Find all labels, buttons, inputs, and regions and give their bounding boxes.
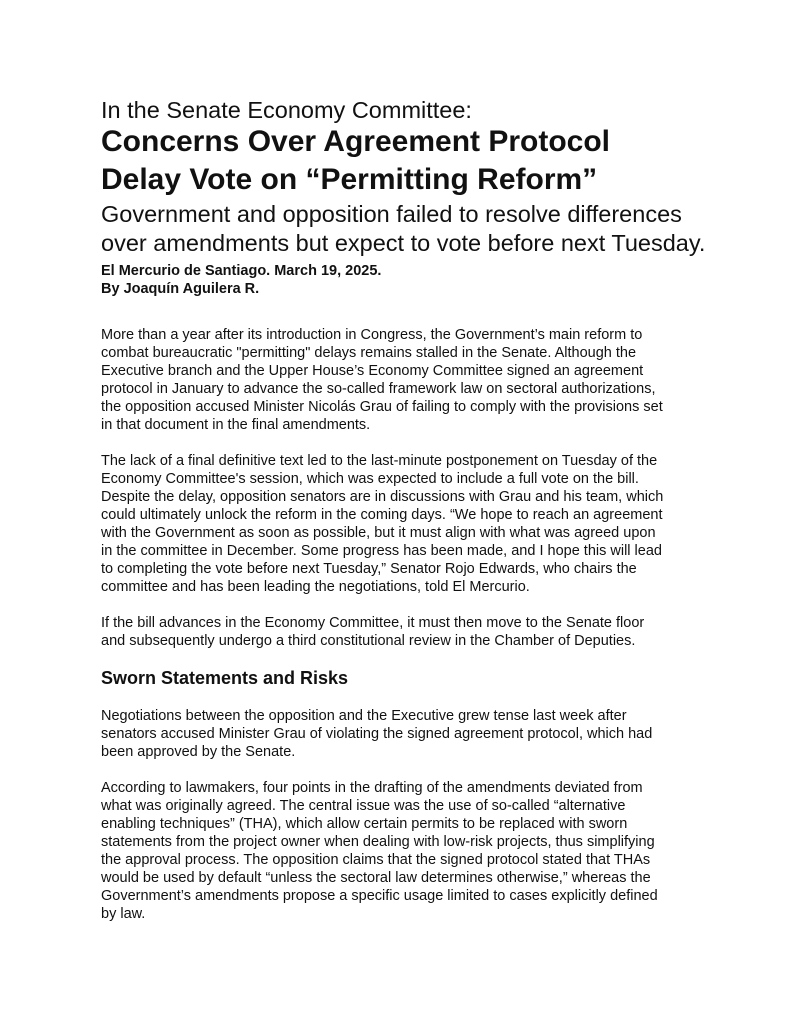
paragraph-line: combat bureaucratic "permitting" delays remains stalled in the Senate. Although the <box>101 345 637 361</box>
paragraph-line: If the bill advances in the Economy Committee, it must then move to the Senate floor <box>101 615 645 631</box>
source-date: El Mercurio de Santiago. March 19, 2025. <box>101 263 382 279</box>
article-headline <box>101 123 610 199</box>
paragraph-line: been approved by the Senate. <box>101 744 296 760</box>
headline-line: Delay Vote on “Permitting Reform” <box>101 163 598 196</box>
paragraph-line: Despite the delay, opposition senators are in discussions with Grau and his team, which <box>101 489 664 505</box>
paragraph <box>101 452 663 596</box>
paragraph-line: committee and has been leading the negotiations, told El Mercurio. <box>101 579 530 595</box>
paragraph-line: what was originally agreed. The central issue was the use of so-called “alternative <box>101 798 626 814</box>
paragraph-line: The lack of a final definitive text led to the last-minute postponement on Tuesday of the <box>101 453 658 469</box>
paragraph <box>101 707 652 761</box>
paragraph-line: in that document in the final amendments. <box>101 417 371 433</box>
paragraph-line: the approval process. The opposition claims that the signed protocol stated that THAs <box>101 852 651 868</box>
paragraph-line: Economy Committee's session, which was expected to include a full vote on the bill. <box>101 471 639 487</box>
paragraph <box>101 326 663 434</box>
paragraph-line: by law. <box>101 906 146 922</box>
article-kicker: In the Senate Economy Committee: <box>101 97 472 123</box>
deck-line: over amendments but expect to vote before next Tuesday. <box>101 230 706 256</box>
paragraph-line: According to lawmakers, four points in the drafting of the amendments deviated from <box>101 780 643 796</box>
author: By Joaquín Aguilera R. <box>101 281 260 297</box>
paragraph-line: Executive branch and the Upper House’s Economy Committee signed an agreement <box>101 363 644 379</box>
paragraph <box>101 614 644 650</box>
paragraph-line: protocol in January to advance the so-called framework law on sectoral authorizations, <box>101 381 656 397</box>
paragraph-line: could ultimately unlock the reform in the coming days. “We hope to reach an agreement <box>101 507 663 523</box>
article-byline <box>101 262 381 298</box>
paragraph-line: to completing the vote before next Tuesday,” Senator Rojo Edwards, who chairs the <box>101 561 637 577</box>
headline-line: Concerns Over Agreement Protocol <box>101 125 611 158</box>
paragraph-line: enabling techniques” (THA), which allow certain permits to be replaced with sworn <box>101 816 628 832</box>
paragraph-line: Negotiations between the opposition and the Executive grew tense last week after <box>101 708 627 724</box>
paragraph <box>101 779 658 923</box>
paragraph-line: the opposition accused Minister Nicolás Grau of failing to comply with the provisions set <box>101 399 663 415</box>
article-deck <box>101 200 705 258</box>
paragraph-line: senators accused Minister Grau of violating the signed agreement protocol, which had <box>101 726 653 742</box>
paragraph-line: statements from the project owner when dealing with low-risk projects, thus simplifying <box>101 834 655 850</box>
section-heading: Sworn Statements and Risks <box>101 668 349 688</box>
paragraph-line: with the Government as soon as possible, but it must align with what was agreed upon <box>101 525 656 541</box>
paragraph-line: More than a year after its introduction in Congress, the Government’s main reform to <box>101 327 643 343</box>
paragraph-line: would be used by default “unless the sectoral law determines otherwise,” whereas the <box>101 870 651 886</box>
deck-line: Government and opposition failed to resolve differences <box>101 201 682 227</box>
paragraph-line: in the committee in December. Some progress has been made, and I hope this will lead <box>101 543 662 559</box>
paragraph-line: Government’s amendments propose a specific usage limited to cases explicitly defined <box>101 888 658 904</box>
paragraph-line: and subsequently undergo a third constitutional review in the Chamber of Deputies. <box>101 633 636 649</box>
